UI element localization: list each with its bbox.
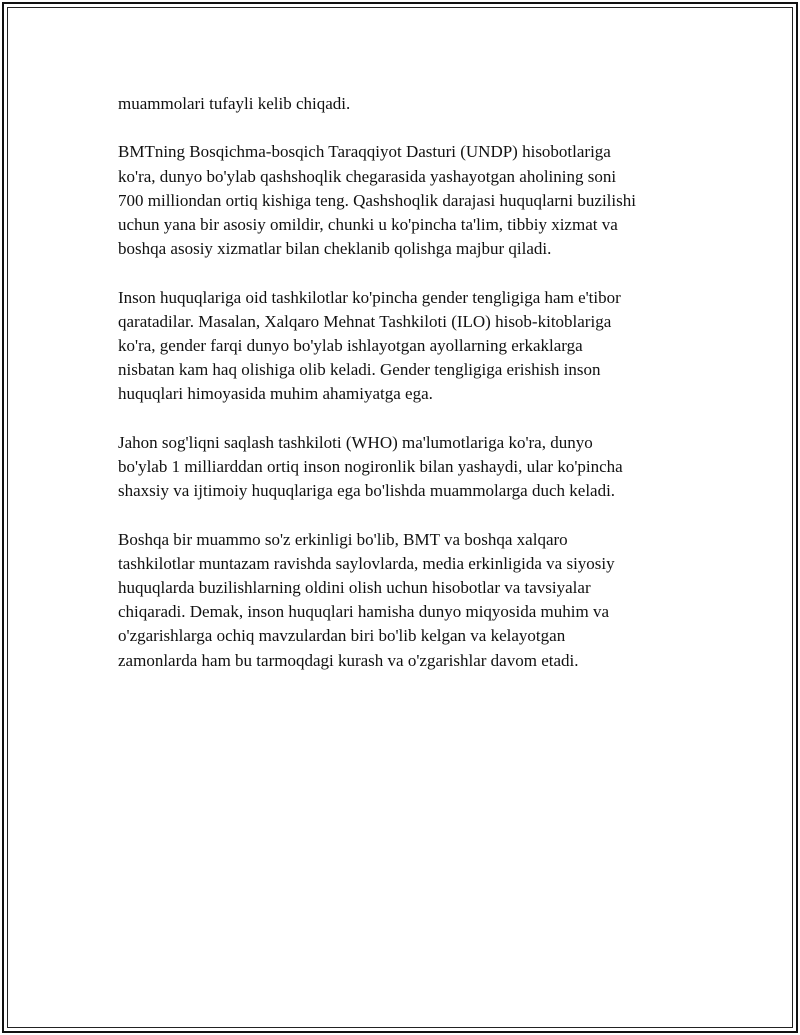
paragraph-5: Boshqa bir muammo so'z erkinligi bo'lib, BMT va boshqa xalqaro tashkilotlar muntazam ravishda saylovlarda, media erkinligida va siyosiy huquqlarda buzilishlarning oldini olish uchun hisobotlar va tavsiyalar chiqaradi. Demak, inson huquqlari hamisha dunyo miqyosida muhim va o'zgarishlarga ochiq mavzulardan biri bo'lib kelgan va kelayotgan zamonlarda ham bu tarmoqdagi kurash va o'zgarishlar davom etadi. bbox=[118, 529, 615, 670]
paragraph-3: Inson huquqlariga oid tashkilotlar ko'pincha gender tengligiga ham e'tibor qaratadilar. Masalan, Xalqaro Mehnat Tashkiloti (ILO) hisob-kitoblariga ko'ra, gender farqi dunyo bo'ylab ishlayotgan ayollarning erkaklarga nisbatan kam haq olishiga olib keladi. Gender tengligiga erishish inson huquqlari himoyasida muhim ahamiyatga ega. bbox=[118, 287, 621, 404]
paragraph-2: BMTning Bosqichma-bosqich Taraqqiyot Dasturi (UNDP) hisobotlariga ko'ra, dunyo bo'ylab qashshoqlik chegarasida yashayotgan aholining soni 700 milliondan ortiq kishiga teng. Qashshoqlik darajasi huquqlarni buzilishi uchun yana bir asosiy omildir, chunki u ko'pincha ta'lim, tibbiy xizmat va boshqa asosiy xizmatlar bilan cheklanib qolishga majbur qiladi. bbox=[118, 142, 636, 259]
paragraph-1: muammolari tufayli kelib chiqadi. bbox=[118, 94, 351, 113]
paragraph-4: Jahon sog'liqni saqlash tashkiloti (WHO) ma'lumotlariga ko'ra, dunyo bo'ylab 1 milliarddan ortiq inson nogironlik bilan yashaydi, ular ko'pincha shaxsiy va ijtimoiy huquqlariga ega bo'lishda muammolarga duch keladi. bbox=[118, 432, 623, 501]
document-body bbox=[118, 92, 698, 697]
